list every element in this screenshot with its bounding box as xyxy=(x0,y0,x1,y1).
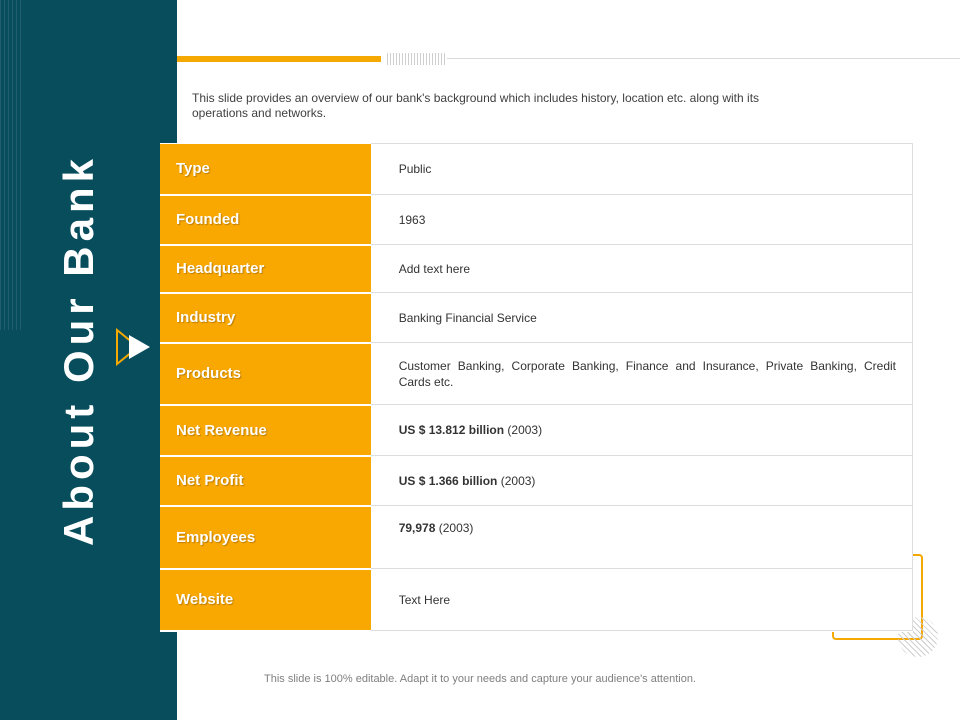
net-profit-year: (2003) xyxy=(497,473,536,488)
row-label-net-profit: Net Profit xyxy=(160,456,371,506)
row-value-employees xyxy=(371,506,913,569)
row-label-type: Type xyxy=(160,144,371,195)
row-value-net-profit xyxy=(371,456,913,506)
row-value-products: Customer Banking, Corporate Banking, Finance and Insurance, Private Banking, Credit Cards etc. xyxy=(371,343,913,405)
row-value-website: Text Here xyxy=(371,569,913,631)
table-row xyxy=(160,144,913,195)
row-value-net-revenue xyxy=(371,405,913,456)
divider-line xyxy=(447,58,960,59)
table-row xyxy=(160,195,913,245)
table-row xyxy=(160,456,913,506)
slide-title: About Our Bank xyxy=(55,154,102,546)
row-label-founded: Founded xyxy=(160,195,371,245)
row-value-type: Public xyxy=(371,144,913,195)
table-row xyxy=(160,245,913,293)
tick-decoration xyxy=(387,53,447,65)
accent-bar xyxy=(177,56,381,62)
table-row xyxy=(160,293,913,343)
row-value-industry: Banking Financial Service xyxy=(371,293,913,343)
table-row xyxy=(160,343,913,405)
net-revenue-year: (2003) xyxy=(504,423,543,437)
net-revenue-amount: US $ 13.812 billion xyxy=(398,423,505,437)
table-row xyxy=(160,569,913,631)
employees-year: (2003) xyxy=(435,521,474,535)
net-profit-amount: US $ 1.366 billion xyxy=(398,473,498,488)
row-label-products: Products xyxy=(160,343,371,405)
decorative-lines xyxy=(0,0,24,330)
table-row xyxy=(160,506,913,569)
row-value-headquarter: Add text here xyxy=(371,245,913,293)
row-label-website: Website xyxy=(160,569,371,631)
row-label-headquarter: Headquarter xyxy=(160,245,371,293)
table-row xyxy=(160,405,913,456)
employees-count: 79,978 xyxy=(398,521,436,535)
double-chevron-icon xyxy=(114,327,154,367)
row-label-net-revenue: Net Revenue xyxy=(160,405,371,456)
footer-text: This slide is 100% editable. Adapt it to your needs and capture your audience's attention. xyxy=(264,673,696,685)
row-label-employees: Employees xyxy=(160,506,371,569)
bank-info-table xyxy=(160,143,913,632)
row-label-industry: Industry xyxy=(160,293,371,343)
footer-note xyxy=(0,673,960,685)
intro-text: This slide provides an overview of our bank's background which includes history, location etc. along with its operations and networks. xyxy=(192,91,760,120)
row-value-founded: 1963 xyxy=(371,195,913,245)
